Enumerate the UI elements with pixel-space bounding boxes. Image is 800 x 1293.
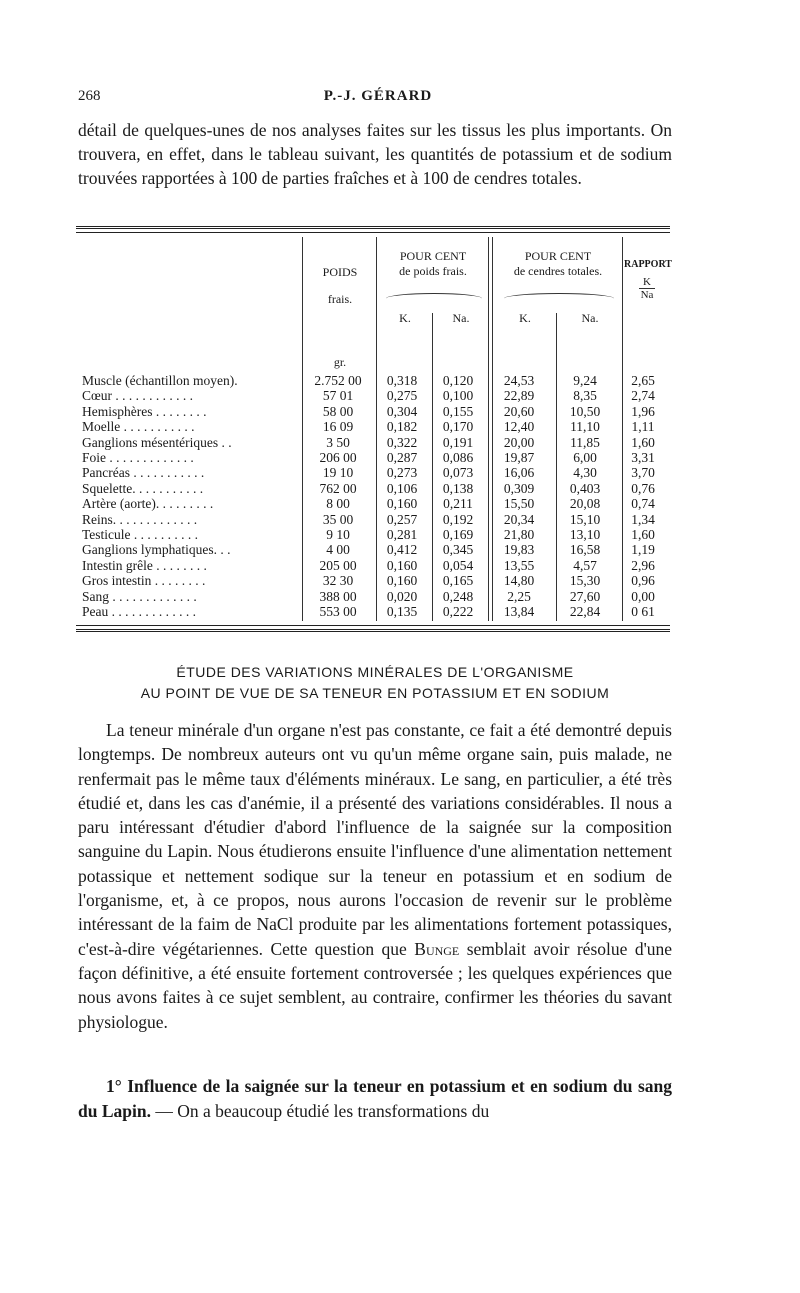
cell-k-cendres: 12,40 <box>503 419 535 435</box>
cell-rapport: 0 61 <box>631 604 655 620</box>
cell-na-cendres: 10,50 <box>569 403 601 419</box>
cell-na-poids: 0,165 <box>442 573 474 589</box>
cell-k-cendres: 22,89 <box>503 388 535 404</box>
cell-k-poids: 0,020 <box>386 588 418 604</box>
cell-rapport: 2,74 <box>631 388 655 404</box>
cell-k-cendres: 16,06 <box>503 465 535 481</box>
table-row <box>82 604 668 619</box>
cell-poids: 4 00 <box>326 542 350 558</box>
cell-k-cendres: 19,83 <box>503 542 535 558</box>
cell-na-cendres: 20,08 <box>569 496 601 512</box>
cell-k-cendres: 14,80 <box>503 573 535 589</box>
intro-paragraph: détail de quelques-unes de nos analyses faites sur les tissus les plus importants. On trouvera, en effet, dans le tableau suivant, les quantités de potassium et de sodium trouvées rapportées à 100 de parties fraîches et à 100 de cendres totales. <box>78 120 672 188</box>
cell-k-poids: 0,304 <box>386 403 418 419</box>
cell-rapport: 1,60 <box>631 527 655 543</box>
col-header-poids-line1: POIDS <box>322 265 358 279</box>
table-row <box>82 542 668 557</box>
cell-na-poids: 0,155 <box>442 403 474 419</box>
cell-na-poids: 0,169 <box>442 527 474 543</box>
cell-na-cendres: 15,10 <box>569 511 601 527</box>
cell-na-cendres: 11,85 <box>570 434 600 450</box>
cell-rapport: 1,19 <box>631 542 655 558</box>
cell-k-poids: 0,160 <box>386 573 418 589</box>
cell-rapport: 0,00 <box>631 588 655 604</box>
cell-na-poids: 0,191 <box>442 434 474 450</box>
table-row <box>82 589 668 604</box>
row-label: Foie . . . . . . . . . . . . . <box>82 450 194 466</box>
cell-poids: 206 00 <box>319 450 357 466</box>
cell-rapport: 2,96 <box>631 557 655 573</box>
cell-poids: 32 30 <box>322 573 354 589</box>
brace-poids <box>386 293 482 304</box>
cell-k-cendres: 13,84 <box>503 604 535 620</box>
cell-na-cendres: 4,30 <box>573 465 597 481</box>
cell-k-cendres: 24,53 <box>503 373 535 388</box>
col-header-pc-cendres-line1: POUR CENT <box>524 249 592 263</box>
cell-poids: 19 10 <box>322 465 354 481</box>
cell-k-cendres: 20,34 <box>503 511 535 527</box>
cell-na-cendres: 22,84 <box>569 604 601 620</box>
cell-rapport: 3,31 <box>631 450 655 466</box>
cell-k-poids: 0,160 <box>386 496 418 512</box>
row-label: Testicule . . . . . . . . . . <box>82 527 199 543</box>
row-label: Gros intestin . . . . . . . . <box>82 573 206 589</box>
cell-k-poids: 0,281 <box>386 527 418 543</box>
cell-poids: 3 50 <box>326 434 350 450</box>
cell-na-poids: 0,222 <box>442 604 474 620</box>
cell-rapport: 0,96 <box>631 573 655 589</box>
table-row <box>82 404 668 419</box>
header-title: P.-J. GÉRARD <box>323 88 433 104</box>
cell-poids: 9 10 <box>326 527 350 543</box>
cell-na-cendres: 6,00 <box>573 450 597 466</box>
table-row <box>82 373 668 388</box>
cell-rapport: 1,96 <box>631 403 655 419</box>
row-label: Ganglions lymphatiques. . . <box>82 542 231 558</box>
table-row <box>82 388 668 403</box>
cell-k-poids: 0,160 <box>386 557 418 573</box>
rapport-denominator: Na <box>640 289 654 301</box>
cell-na-poids: 0,138 <box>442 480 474 496</box>
col-header-na-cendres: Na. <box>581 311 599 325</box>
cell-k-poids: 0,257 <box>386 511 418 527</box>
row-label: Muscle (échantillon moyen). <box>82 373 238 388</box>
col-header-rapport-label: RAPPORT <box>624 259 672 270</box>
cell-k-poids: 0,287 <box>386 450 418 466</box>
section-heading-line2: AU POINT DE VUE DE SA TENEUR EN POTASSIUM ET EN SODIUM <box>140 685 610 701</box>
subsection-title: 1° Influence de la saignée sur la teneur en potassium et en sodium du sang du Lapin. <box>78 1076 672 1121</box>
table-row <box>82 527 668 542</box>
col-header-pc-poids-line2: de poids frais. <box>399 264 467 278</box>
cell-poids: 16 09 <box>322 419 354 435</box>
subsection-paragraph <box>78 1074 672 1123</box>
col-header-k-cendres: K. <box>519 311 531 325</box>
cell-k-poids: 0,412 <box>386 542 418 558</box>
brace-cendres <box>504 293 614 304</box>
cell-na-poids: 0,211 <box>443 496 473 512</box>
cell-na-poids: 0,054 <box>442 557 474 573</box>
author-name: Bunge <box>414 938 460 959</box>
table-row <box>82 465 668 480</box>
row-label: Peau . . . . . . . . . . . . . <box>82 604 196 620</box>
cell-poids: 2.752 00 <box>314 373 362 388</box>
cell-na-cendres: 13,10 <box>569 527 601 543</box>
cell-k-cendres: 2,25 <box>507 588 531 604</box>
subsection-text: — On a beaucoup étudié les transformations du <box>155 1100 490 1121</box>
table-row <box>82 450 668 465</box>
cell-na-poids: 0,120 <box>442 373 474 388</box>
cell-poids: 8 00 <box>326 496 350 512</box>
cell-k-poids: 0,275 <box>386 388 418 404</box>
cell-rapport: 0,74 <box>631 496 655 512</box>
cell-k-cendres: 0,309 <box>503 480 535 496</box>
cell-poids: 553 00 <box>319 604 357 620</box>
cell-na-poids: 0,248 <box>442 588 474 604</box>
table-row <box>82 496 668 511</box>
table-row <box>82 435 668 450</box>
cell-na-poids: 0,192 <box>442 511 474 527</box>
cell-k-cendres: 20,00 <box>503 434 535 450</box>
table-rows <box>82 373 668 620</box>
col-header-poids-line2: frais. <box>327 292 353 306</box>
table-row <box>82 558 668 573</box>
col-header-pc-poids-line1: POUR CENT <box>399 249 467 263</box>
cell-rapport: 1,11 <box>631 419 655 435</box>
results-table <box>76 226 670 632</box>
row-label: Reins. . . . . . . . . . . . . <box>82 511 198 527</box>
row-label: Squelette. . . . . . . . . . . <box>82 480 204 496</box>
cell-k-cendres: 19,87 <box>503 450 535 466</box>
col-header-rapport <box>624 259 670 301</box>
row-label: Moelle . . . . . . . . . . . <box>82 419 195 435</box>
cell-na-cendres: 27,60 <box>569 588 601 604</box>
cell-na-cendres: 9,24 <box>573 373 597 388</box>
cell-k-cendres: 20,60 <box>503 403 535 419</box>
cell-poids: 205 00 <box>319 557 357 573</box>
section-heading <box>78 662 672 704</box>
cell-k-poids: 0,322 <box>386 434 418 450</box>
col-header-k-poids: K. <box>399 311 411 325</box>
cell-k-poids: 0,273 <box>386 465 418 481</box>
cell-poids: 57 01 <box>322 388 354 404</box>
cell-na-cendres: 8,35 <box>573 388 597 404</box>
col-header-na-poids: Na. <box>452 311 470 325</box>
cell-k-cendres: 21,80 <box>503 527 535 543</box>
unit-label: gr. <box>333 355 347 369</box>
section-heading-line1: ÉTUDE DES VARIATIONS MINÉRALES DE L'ORGANISME <box>176 664 574 680</box>
page-number: 268 <box>78 88 101 104</box>
body-text-part1: La teneur minérale d'un organe n'est pas constante, ce fait a été demontré depuis longtemps. De nombreux auteurs ont vu qu'un même organe sain, puis malade, ne renfermait pas le même taux d'éléments minéraux. Le sang, en particulier, a été très étudié et, dans les cas d'anémie, il a présenté des variations considérables. Il nous a paru intéressant d'étudier d'abord l'influence de la saignée sur la composition sanguine du Lapin. Nous étudierons ensuite l'influence d'une alimentation nettement potassique et nettement sodique sur la teneur en potassium et en sodium de l'organisme, et, à ce propos, nous aurons l'occasion de revenir sur le problème intéressant de la faim de NaCl produite par les alimentations fortement potassiques, c'est-à-dire végétariennes. Cette question que <box>78 720 672 959</box>
running-head <box>78 88 678 110</box>
row-label: Sang . . . . . . . . . . . . . <box>82 588 197 604</box>
row-label: Hemisphères . . . . . . . . <box>82 403 207 419</box>
cell-k-poids: 0,135 <box>386 604 418 620</box>
cell-na-cendres: 15,30 <box>569 573 601 589</box>
cell-k-cendres: 15,50 <box>503 496 535 512</box>
row-label: Cœur . . . . . . . . . . . . <box>82 388 193 404</box>
body-text-part2: semblait avoir résolue d'une façon définitive, a été ensuite fortement controversée ; les quelques expériences que nous avons faites à ce sujet semblent, au contraire, confirmer les théories du savant physiologue. <box>78 938 672 1032</box>
row-label: Intestin grêle . . . . . . . . <box>82 557 207 573</box>
data-table-body <box>82 373 668 620</box>
cell-poids: 58 00 <box>322 403 354 419</box>
cell-k-poids: 0,318 <box>386 373 418 388</box>
table-row <box>82 419 668 434</box>
cell-na-cendres: 11,10 <box>570 419 600 435</box>
col-header-pc-cendres-line2: de cendres totales. <box>513 264 603 278</box>
row-label: Artère (aorte). . . . . . . . . <box>82 496 214 512</box>
col-header-pc-cendres <box>494 249 622 279</box>
cell-na-cendres: 4,57 <box>573 557 597 573</box>
rapport-numerator: K <box>639 276 655 289</box>
cell-k-cendres: 13,55 <box>503 557 535 573</box>
row-label: Pancréas . . . . . . . . . . . <box>82 465 205 481</box>
cell-poids: 388 00 <box>319 588 357 604</box>
cell-na-cendres: 0,403 <box>569 480 601 496</box>
cell-rapport: 2,65 <box>631 373 655 388</box>
cell-na-poids: 0,073 <box>442 465 474 481</box>
cell-na-cendres: 16,58 <box>569 542 601 558</box>
cell-na-poids: 0,345 <box>442 542 474 558</box>
cell-na-poids: 0,086 <box>442 450 474 466</box>
col-header-pc-poids <box>378 249 488 279</box>
cell-na-poids: 0,170 <box>442 419 474 435</box>
table-row <box>82 573 668 588</box>
cell-poids: 35 00 <box>322 511 354 527</box>
cell-k-poids: 0,182 <box>386 419 418 435</box>
cell-k-poids: 0,106 <box>386 480 418 496</box>
cell-rapport: 1,34 <box>631 511 655 527</box>
table-row <box>82 481 668 496</box>
cell-na-poids: 0,100 <box>442 388 474 404</box>
cell-rapport: 0,76 <box>631 480 655 496</box>
row-label: Ganglions mésentériques . . <box>82 434 232 450</box>
cell-rapport: 3,70 <box>631 465 655 481</box>
cell-poids: 762 00 <box>319 480 357 496</box>
body-paragraph <box>78 718 672 1034</box>
table-row <box>82 512 668 527</box>
cell-rapport: 1,60 <box>631 434 655 450</box>
col-header-poids <box>304 265 376 307</box>
